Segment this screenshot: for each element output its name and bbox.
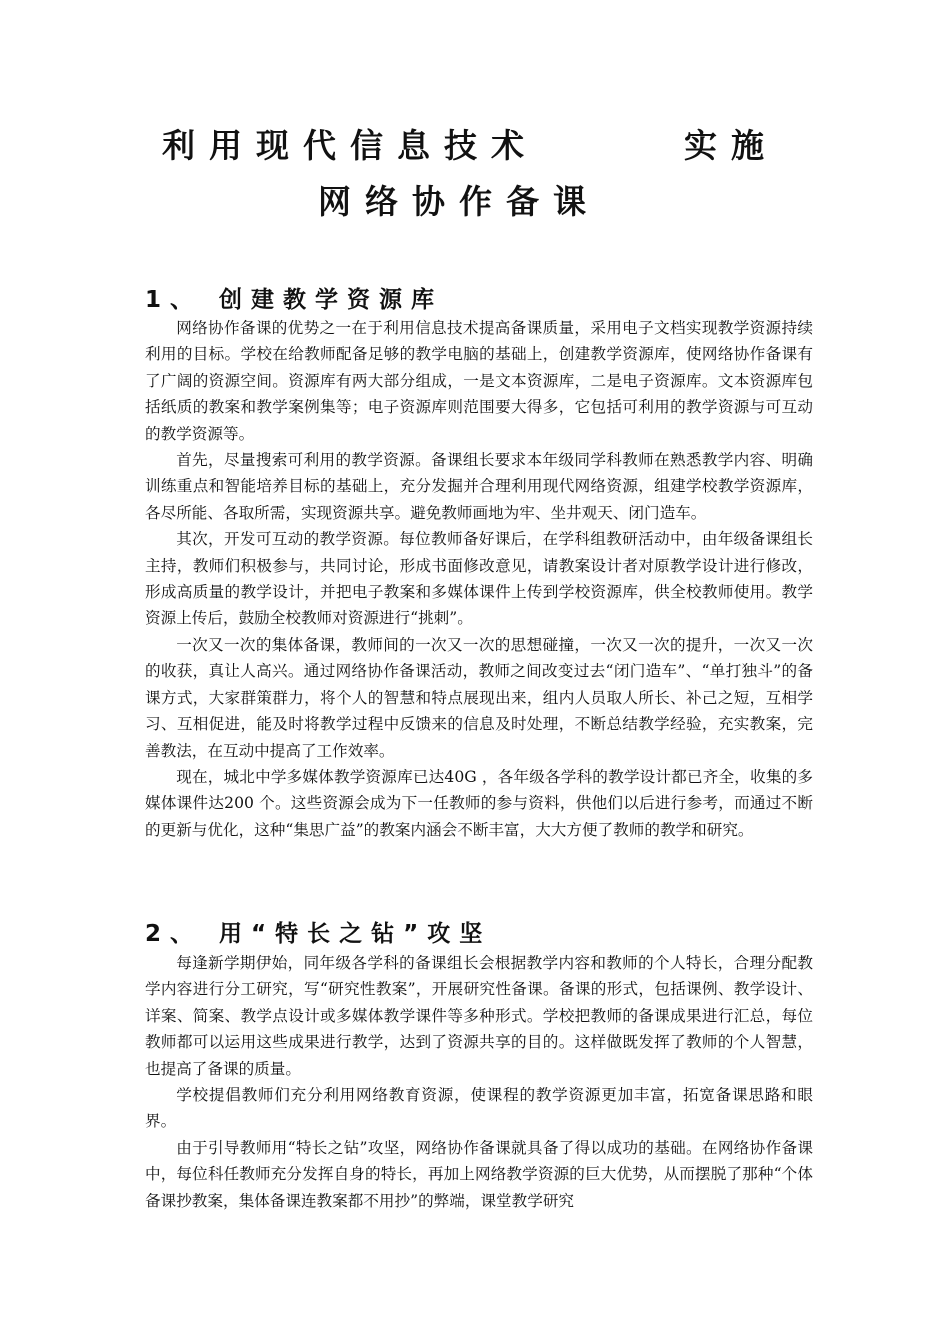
document-title-line2: 网络协作备课 — [318, 182, 600, 221]
section-1-paragraph: 首先，尽量搜索可利用的教学资源。备课组长要求本年级同学科教师在熟悉教学内容、明确训练重点和智能培养目标的基础上，充分发掘并合理利用现代网络资源，组建学校教学资源库，各尽所能、各取所需，实现资源共享。避免教师画地为牢、坐井观天、闭门造车。 — [145, 451, 813, 522]
section-1-paragraph: 其次，开发可互动的教学资源。每位教师备好课后，在学科组教研活动中，由年级备课组长主持，教师们积极参与，共同讨论，形成书面修改意见，请教案设计者对原教学设计进行修改，形成高质量的教学设计，并把电子教案和多媒体课件上传到学校资源库，供全校教师使用。教学资源上传后，鼓励全校教师对资源进行“挑刺”。 — [145, 530, 813, 628]
section-1-body — [145, 315, 813, 843]
section-1-paragraph: 现在，城北中学多媒体教学资源库已达40G ，各年级各学科的教学设计都已齐全，收集的多媒体课件达200 个。这些资源会成为下一任教师的参与资料，供他们以后进行参考，而通过不断的更新与优化，这种“集思广益”的教案内涵会不断丰富，大大方便了教师的教学和研究。 — [145, 767, 813, 839]
section-2-paragraph: 学校提倡教师们充分利用网络教育资源，使课程的教学资源更加丰富，拓宽备课思路和眼界。 — [145, 1086, 813, 1131]
section-heading-2: 2、 用“特长之钻”攻坚 — [145, 921, 492, 947]
section-1-paragraph: 一次又一次的集体备课，教师间的一次又一次的思想碰撞，一次又一次的提升，一次又一次的收获，真让人高兴。通过网络协作备课活动，教师之间改变过去“闭门造车”、“单打独斗”的备课方式，大家群策群力，将个人的智慧和特点展现出来，组内人员取人所长、补己之短，互相学习、互相促进，能及时将教学过程中反馈来的信息及时处理，不断总结教学经验，充实教案，完善教法，在互动中提高了工作效率。 — [145, 635, 813, 760]
section-2-paragraph: 每逢新学期伊始，同年级各学科的备课组长会根据教学内容和教师的个人特长，合理分配教学内容进行分工研究，写“研究性教案”，开展研究性备课。备课的形式，包括课例、教学设计、详案、简案、教学点设计或多媒体教学课件等多种形式。学校把教师的备课成果进行汇总，每位教师都可以运用这些成果进行教学，达到了资源共享的目的。这样做既发挥了教师的个人智慧，也提高了备课的质量。 — [145, 954, 813, 1078]
section-heading-1: 1、 创建教学资源库 — [145, 287, 444, 313]
document-title-line1-part2: 实施 — [684, 126, 778, 165]
section-2-body — [145, 950, 813, 1214]
section-1-paragraph: 网络协作备课的优势之一在于利用信息技术提高备课质量，采用电子文档实现教学资源持续利用的目标。学校在给教师配备足够的教学电脑的基础上，创建教学资源库，使网络协作备课有了广阔的资源空间。资源库有两大部分组成，一是文本资源库，二是电子资源库。文本资源库包括纸质的教案和教学案例集等；电子资源库则范围要大得多，它包括可利用的教学资源与可互动的教学资源等。 — [145, 319, 813, 443]
section-2-paragraph: 由于引导教师用“特长之钻”攻坚，网络协作备课就具备了得以成功的基础。在网络协作备课中，每位科任教师充分发挥自身的特长，再加上网络教学资源的巨大优势，从而摆脱了那种“个体备课抄教案，集体备课连教案都不用抄”的弊端，课堂教学研究 — [145, 1138, 813, 1210]
document-title-line1-part1: 利用现代信息技术 — [162, 126, 538, 165]
